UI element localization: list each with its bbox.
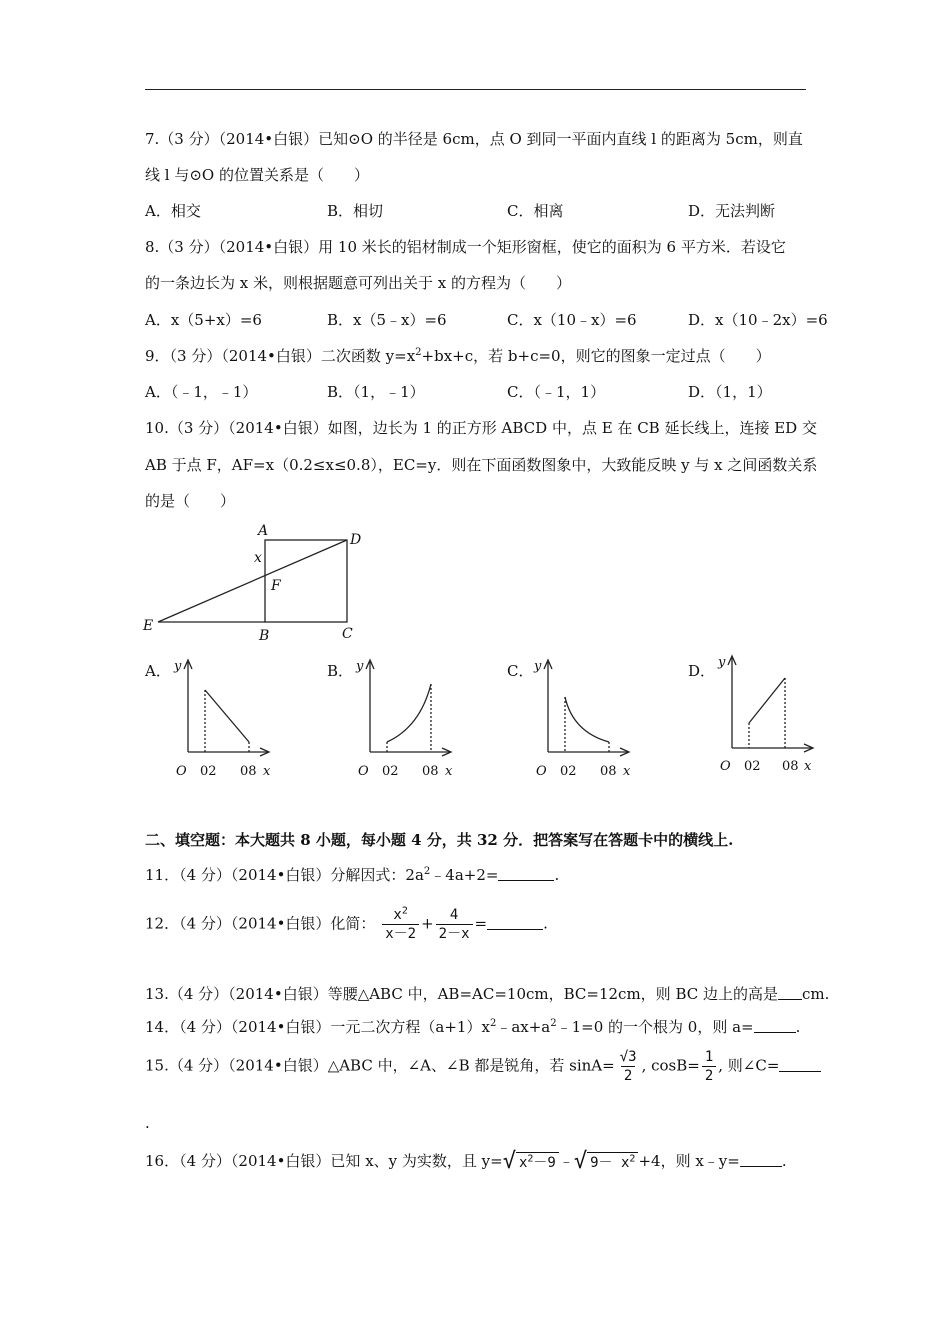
q16-sqrt-2: √ $9- x^2$: [574, 1151, 639, 1173]
q10-graph-option-c: C．: [507, 662, 534, 680]
label-c: C: [342, 626, 353, 642]
svg-text:x: x: [804, 759, 812, 774]
svg-text:y: y: [534, 659, 542, 674]
svg-text:x: x: [445, 764, 453, 779]
q12-fraction-2: $\frac{4}{2-x}$: [436, 906, 473, 943]
svg-text:O: O: [720, 759, 731, 774]
q7-line1: 7.（3 分）（2014•白银）已知⊙O 的半径是 6cm，点 O 到同一平面内直线 l 的距离为 5cm，则直: [145, 130, 803, 148]
answer-blank[interactable]: [778, 986, 802, 1000]
graph-b: [350, 652, 470, 782]
q15: 15.（4 分）（2014•白银）△ABC 中，∠A、∠B 都是锐角，若 sinA= $\frac{√3}{2}$ , cosB= $\frac{1}{2}$ , 则∠C=: [145, 1048, 821, 1085]
svg-text:x: x: [263, 764, 271, 779]
answer-blank[interactable]: [754, 1019, 796, 1033]
svg-text:O: O: [176, 764, 187, 779]
segment-ed: [158, 540, 347, 622]
curve-increasing-line: [749, 678, 785, 723]
q10-graph-option-d: D．: [688, 662, 716, 680]
q8-option-d: D．x（10﹣2x）=6: [688, 311, 828, 329]
q14: 14．（4 分）（2014•白银）一元二次方程$(a+1)x^2﹣ax+a^2﹣1=0$ 的一个根为 0，则 a= .: [145, 1018, 801, 1036]
svg-text:x: x: [623, 764, 631, 779]
answer-blank[interactable]: [779, 1058, 821, 1072]
q16-sqrt-1: √ $x^2-9$: [503, 1151, 559, 1173]
svg-text:08: 08: [782, 759, 799, 774]
q15-fraction-1-over-2: $\frac{1}{2}$: [702, 1048, 716, 1085]
graph-d: [712, 648, 837, 778]
answer-blank[interactable]: [487, 916, 543, 930]
q15-fraction-sqrt3-over-2: $\frac{√3}{2}$: [619, 1049, 637, 1084]
q8-line1: 8.（3 分）（2014•白银）用 10 米长的铝材制成一个矩形窗框，使它的面积为 6 平方米．若设它: [145, 238, 786, 256]
q8-line2: 的一条边长为 x 米，则根据题意可列出关于 x 的方程为（ ）: [145, 274, 571, 292]
svg-text:08: 08: [240, 764, 257, 779]
curve-decreasing-hyperbola: [565, 697, 609, 742]
q10-graph-option-a: A．: [145, 662, 171, 680]
q12-fraction-1: $\frac{x^2}{x-2}$: [382, 906, 419, 943]
q7-option-d: D．无法判断: [688, 202, 776, 220]
svg-text:y: y: [174, 659, 182, 674]
svg-text:y: y: [718, 655, 726, 670]
svg-text:08: 08: [422, 764, 439, 779]
svg-text:02: 02: [200, 764, 217, 779]
q7-line2: 线 l 与⊙O 的位置关系是（ ）: [145, 166, 369, 184]
q9-option-b: B．（1，﹣1）: [327, 383, 425, 401]
label-a: A: [258, 523, 269, 539]
q7-option-c: C．相离: [507, 202, 564, 220]
curve-decreasing-line: [205, 690, 249, 742]
radical-icon: √: [502, 1149, 516, 1174]
svg-text:O: O: [358, 764, 369, 779]
q7-option-a: A．相交: [145, 202, 201, 220]
q8-option-c: C．x（10﹣x）=6: [507, 311, 637, 329]
q13: 13.（4 分）（2014•白银）等腰△ABC 中，AB=AC=10cm，BC=12cm，则 BC 边上的高是 cm.: [145, 985, 830, 1003]
curve-increasing-convex: [387, 684, 431, 742]
svg-text:02: 02: [744, 759, 761, 774]
answer-blank[interactable]: [740, 1153, 782, 1167]
radical-icon: √: [573, 1149, 588, 1174]
q9-option-a: A．（﹣1，﹣1）: [145, 383, 258, 401]
svg-text:y: y: [356, 659, 364, 674]
label-d: D: [350, 532, 362, 548]
section2-title: 二、填空题：本大题共 8 小题，每小题 4 分，共 32 分．把答案写在答题卡中的横线上.: [145, 831, 734, 849]
graph-a: [168, 652, 288, 782]
q10-line2: AB 于点 F，AF=x（0.2≤x≤0.8），EC=y．则在下面函数图象中，大致能反映 y 与 x 之间函数关系: [145, 456, 818, 474]
header-rule: [145, 89, 806, 90]
q8-option-b: B．x（5﹣x）=6: [327, 311, 447, 329]
q10-line1: 10.（3 分）（2014•白银）如图，边长为 1 的正方形 ABCD 中，点 E 在 CB 延长线上，连接 ED 交: [145, 419, 817, 437]
q9-option-c: C．（﹣1，1）: [507, 383, 606, 401]
svg-text:02: 02: [560, 764, 577, 779]
label-x: x: [254, 550, 262, 566]
label-b: B: [259, 628, 270, 644]
q9-option-d: D．（1，1）: [688, 383, 772, 401]
q10-line3: 的是（ ）: [145, 492, 236, 510]
svg-text:O: O: [536, 764, 547, 779]
q9-stem: 9．（3 分）（2014•白银）二次函数 $y=x^2+bx+c$，若 b+c=0，则它的图象一定过点（ ）: [145, 347, 771, 365]
label-e: E: [143, 618, 154, 634]
q11: 11．（4 分）（2014•白银）分解因式：$2a^2﹣4a+2=$ .: [145, 866, 560, 884]
svg-text:02: 02: [382, 764, 399, 779]
q8-option-a: A．x（5+x）=6: [145, 311, 262, 329]
svg-text:08: 08: [600, 764, 617, 779]
q16: 16．（4 分）（2014•白银）已知 x、y 为实数，且 y= √ $x^2-9$ ﹣ √ $9- x^2$ +4，则 x﹣y= .: [145, 1149, 787, 1174]
answer-blank[interactable]: [498, 867, 554, 881]
q10-square-figure: [140, 520, 380, 650]
q15-trailing-dot: .: [145, 1114, 150, 1132]
q7-option-b: B．相切: [327, 202, 384, 220]
graph-c: [528, 652, 648, 782]
q12: 12．（4 分）（2014•白银）化简： $\frac{x^2}{x-2}$ + $\frac{4}{2-x}$ = .: [145, 905, 548, 942]
label-f: F: [271, 578, 281, 594]
q10-graph-option-b: B．: [327, 662, 354, 680]
